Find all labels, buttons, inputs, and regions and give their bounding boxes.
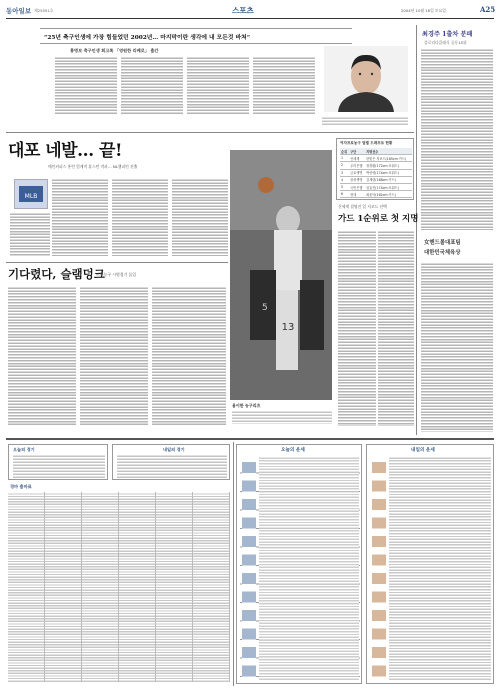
tomorrow-games-title: 내일의 경기 [163,447,185,452]
main-headline: 대포 네발… 끝! [8,141,122,161]
draft-table-cell: 5 [340,183,349,190]
today-games-title: 오늘의 경기 [13,447,35,452]
dunk-body-col1 [8,286,76,426]
fortune-right-text [389,456,491,680]
draft-table-cell: 우리은행 [349,162,365,169]
masthead [6,5,494,19]
draft-body-col2 [378,230,414,426]
draft-table-cell: 김계령(168cm·가드) [365,176,412,183]
draft-table-row [340,191,412,198]
mid-divider [6,262,228,263]
sidebar-body-2 [421,262,493,432]
dunk-body-col3 [152,286,226,426]
basketball-body-col2 [112,178,168,256]
issue-number: 제25591호 [34,8,54,13]
draft-table-cell: 지명선수 [365,148,412,155]
draft-table-grid [340,148,412,198]
tomorrow-games-list [117,454,227,478]
sidebar-title: 최경주 1출차 분패 [422,31,473,38]
basketball-photo [230,150,332,400]
draft-table-cell: 구단 [349,148,365,155]
paper-name: 동아일보 [6,7,32,15]
photo-caption-body [232,410,332,424]
dunk-headline: 기다렸다, 슬램덩크 [8,267,105,281]
draft-table-row [340,162,412,169]
photo-caption-label: 용이한 농구리츠 [232,403,261,408]
sidebar-headline-2: 女핸드볼대표팀 [424,240,461,246]
portrait-caption [322,116,408,128]
draft-body-col1 [338,230,376,426]
svg-text:13: 13 [281,322,295,333]
draft-table-cell: 임효진(174cm·포워드) [365,183,412,190]
top-section-divider [6,132,414,133]
fortune-right-title: 내일의 운세 [411,448,435,453]
draft-table-header [340,148,412,155]
sidebar-body-1 [421,48,493,230]
draft-table-cell: 정경환(172cm·포워드) [365,162,412,169]
draft-table-cell: 3 [340,169,349,176]
draft-table-cell: 박선영(174cm·포워드) [365,169,412,176]
zodiac-icon [242,459,256,679]
tomorrow-games-box [112,444,230,480]
team-logo [14,179,48,209]
draft-table-cell: 신세계 [349,155,365,162]
draft-table-cell: 2 [340,162,349,169]
race-results-title: 경마 출마표 [10,484,32,489]
draft-table-row [340,155,412,162]
draft-table [336,138,414,200]
fortune-left [236,444,362,684]
draft-headline: 가드 1순위로 첫 지명 [338,214,419,224]
fortune-left-text [259,456,359,680]
top-headline-banner [40,28,352,44]
draft-table-cell: 순위 [341,149,348,154]
fortune-right [366,444,494,684]
top-article-body-col2 [121,56,183,114]
today-games-box [8,444,108,480]
draft-table-title: 여자프로농구 팀별 드래프트 현황 [340,141,393,145]
draft-kicker: 신세계 결명진 일 저코드 선택 [338,204,387,209]
section-title: 스포츠 [232,6,254,15]
draft-table-cell: 현대 [349,191,365,198]
svg-text:5: 5 [262,303,268,313]
sidebar-subtitle: 플로리다클래식 공동15위 [424,40,467,45]
draft-table-row [340,169,412,176]
fortune-left-title: 오늘의 운세 [281,448,305,453]
top-subhead: 홍명보 축구인생 회고록 「영원한 리베로」 출간 [70,48,159,53]
draft-table-cell: 삼성생명 [349,176,365,183]
top-article-body-col4 [253,56,315,114]
today-games-list [13,454,105,478]
draft-table-cell: 최윤아(162cm·가드) [365,191,412,198]
draft-table-row [340,176,412,183]
top-article-body-col1 [55,56,117,114]
draft-table-cell: 금호생명 [349,169,365,176]
draft-table-cell: 4 [340,176,349,183]
bottom-section-divider [6,438,494,440]
draft-table-cell: 국민은행 [349,183,365,190]
draft-table-row [340,183,412,190]
race-results-grid [8,492,230,682]
issue-date: 2004년 10월 16일 토요일 [401,8,446,13]
sidebar-divider [416,25,417,435]
basketball-body-col1b [10,212,50,256]
basketball-body-col3 [172,178,228,256]
dunk-subhead: 프로농구 시범경기 돌입 [96,272,137,277]
portrait-photo [324,46,408,112]
top-headline: “25년 축구인생에 가장 힘들었던 2002년… 마지막이란 생각에 내 모든것 바쳐” [44,35,251,41]
top-article-body-col3 [187,56,249,114]
zodiac-icon [372,459,386,679]
dunk-body-col2 [80,286,148,426]
bottom-vertical-divider [233,442,234,686]
basketball-body-col1 [52,178,108,256]
sidebar-headline-2-sub: 대한민국체육상 [424,250,461,256]
page-number: A25 [480,5,496,14]
draft-table-cell: 1 [340,155,349,162]
draft-table-cell: 한빛은 저코드(165cm·가드) [365,155,412,162]
main-subhead: 메인커피스 홍련 엄계적 휴스턴 격파… NL챔피언 진출 [48,164,138,169]
draft-table-cell: 6 [340,191,349,198]
svg-text:MLB: MLB [24,193,38,200]
